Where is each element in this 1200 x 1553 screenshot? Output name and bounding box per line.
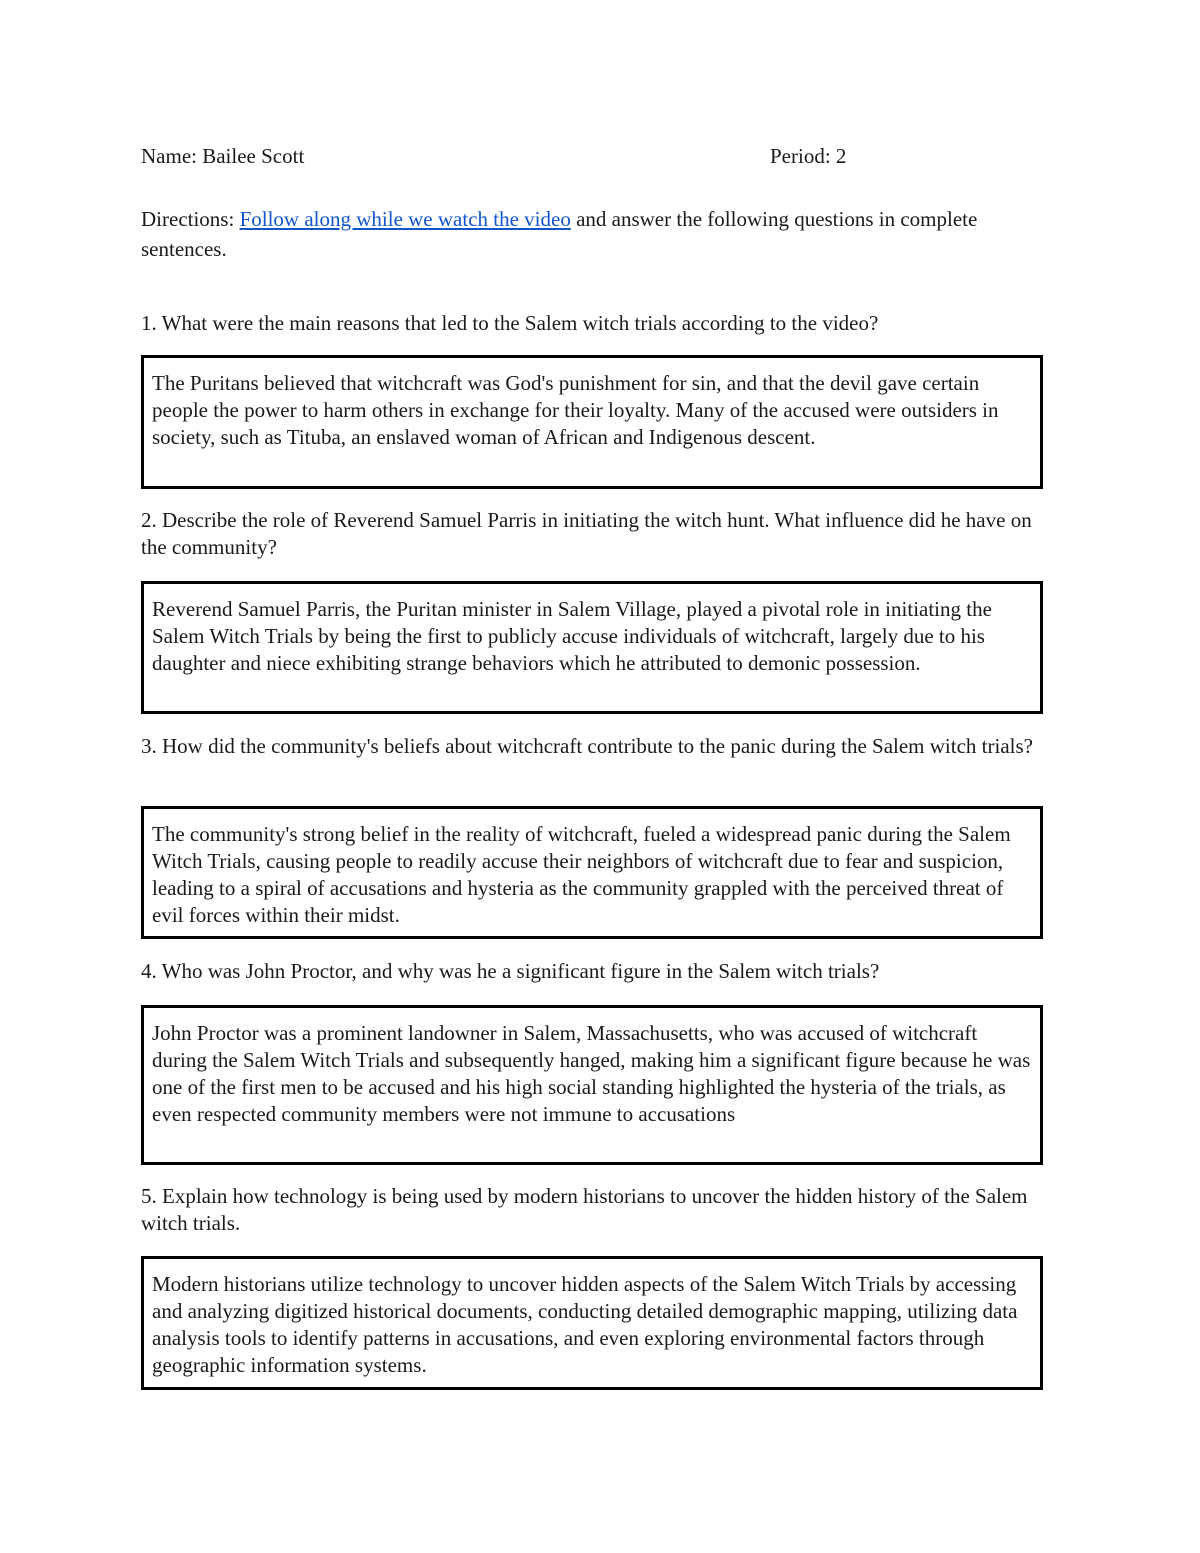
answer-box-4[interactable]: John Proctor was a prominent landowner in Salem, Massachusetts, who was accused of witchcraft during the Salem Witch Trials and subsequently hanged, making him a significant figure because he was one of the first men to be accused and his high social standing highlighted the hysteria of the trials, as even respected community members were not immune to accusations bbox=[141, 1005, 1043, 1165]
directions-suffix: and answer the following questions in complete sentences. bbox=[141, 207, 978, 261]
question-5: 5. Explain how technology is being used by modern historians to uncover the hidden history of the Salem witch trials. bbox=[141, 1184, 1028, 1235]
question-2: 2. Describe the role of Reverend Samuel Parris in initiating the witch hunt. What influence did he have on the community? bbox=[141, 508, 1032, 559]
directions bbox=[141, 204, 1041, 264]
question-3: 3. How did the community's beliefs about witchcraft contribute to the panic during the Salem witch trials? bbox=[141, 734, 1033, 758]
answer-box-1[interactable]: The Puritans believed that witchcraft was God's punishment for sin, and that the devil gave certain people the power to harm others in exchange for their loyalty. Many of the accused were outsiders in society, such as Tituba, an enslaved woman of African and Indigenous descent. bbox=[141, 355, 1043, 489]
directions-prefix: Directions: bbox=[141, 207, 240, 231]
student-name: Name: Bailee Scott bbox=[141, 144, 305, 168]
answer-box-3[interactable]: The community's strong belief in the reality of witchcraft, fueled a widespread panic during the Salem Witch Trials, causing people to readily accuse their neighbors of witchcraft due to fear and suspicion, leading to a spiral of accusations and hysteria as the community grappled with the perceived threat of evil forces within their midst. bbox=[141, 806, 1043, 939]
question-1: 1. What were the main reasons that led to the Salem witch trials according to the video? bbox=[141, 311, 879, 335]
video-link[interactable]: Follow along while we watch the video bbox=[239, 207, 571, 231]
answer-box-5[interactable]: Modern historians utilize technology to uncover hidden aspects of the Salem Witch Trials by accessing and analyzing digitized historical documents, conducting detailed demographic mapping, utilizing data analysis tools to identify patterns in accusations, and even exploring environmental factors through geographic information systems. bbox=[141, 1256, 1043, 1390]
class-period: Period: 2 bbox=[770, 144, 847, 168]
question-4: 4. Who was John Proctor, and why was he a significant figure in the Salem witch trials? bbox=[141, 959, 880, 983]
answer-box-2[interactable]: Reverend Samuel Parris, the Puritan minister in Salem Village, played a pivotal role in initiating the Salem Witch Trials by being the first to publicly accuse individuals of witchcraft, largely due to his daughter and niece exhibiting strange behaviors which he attributed to demonic possession. bbox=[141, 581, 1043, 714]
